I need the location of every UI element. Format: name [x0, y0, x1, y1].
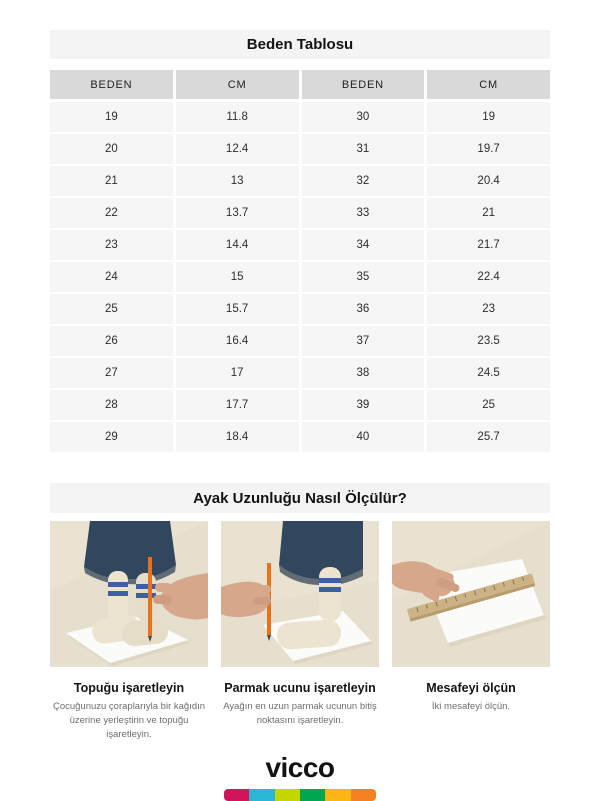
- measure-section-title-label: Ayak Uzunluğu Nasıl Ölçülür?: [193, 489, 407, 507]
- size-table-cell: 19.7: [427, 134, 550, 164]
- size-table-cell: 20: [50, 134, 173, 164]
- size-table-cell: 15: [176, 262, 299, 292]
- size-table-title: [50, 30, 550, 59]
- logo-bar-segment: [275, 789, 300, 801]
- size-table-cell: 19: [50, 102, 173, 132]
- size-table-cell: 26: [50, 326, 173, 356]
- size-table-title-label: Beden Tablosu: [246, 36, 354, 53]
- size-table-cell: 28: [50, 390, 173, 420]
- size-table-cell: 25.7: [427, 422, 550, 452]
- step-description: İki mesafeyi ölçün.: [431, 701, 511, 712]
- size-table-cell: 32: [302, 166, 425, 196]
- step-measure: [392, 521, 550, 741]
- logo-bar-segment: [351, 789, 376, 801]
- measure-section-title: [50, 483, 550, 513]
- size-table-cell: 21.7: [427, 230, 550, 260]
- size-table-cell: 16.4: [176, 326, 299, 356]
- size-table-cell: 17: [176, 358, 299, 388]
- measure-steps: [50, 521, 550, 741]
- size-table-cell: 21: [427, 198, 550, 228]
- size-table-column-header: CM: [176, 70, 299, 99]
- size-table-cell: 25: [50, 294, 173, 324]
- vicco-logo: vicco: [265, 752, 335, 783]
- measure-distance-photo: [392, 521, 550, 667]
- logo-bar-segment: [249, 789, 274, 801]
- size-table-cell: 23: [50, 230, 173, 260]
- size-table-cell: 22: [50, 198, 173, 228]
- size-table-cell: 39: [302, 390, 425, 420]
- size-table-cell: 25: [427, 390, 550, 420]
- size-table-cell: 22.4: [427, 262, 550, 292]
- size-table-cell: 23.5: [427, 326, 550, 356]
- size-table-cell: 19: [427, 102, 550, 132]
- size-table-cell: 21: [50, 166, 173, 196]
- mark-heel-photo: [50, 521, 208, 667]
- size-table-cell: 24: [50, 262, 173, 292]
- size-table-cell: 20.4: [427, 166, 550, 196]
- step-mark-heel: [50, 521, 208, 741]
- size-table-cell: 34: [302, 230, 425, 260]
- size-table-cell: 24.5: [427, 358, 550, 388]
- logo-bar-segment: [325, 789, 350, 801]
- size-table-cell: 13.7: [176, 198, 299, 228]
- size-table-cell: 12.4: [176, 134, 299, 164]
- vicco-color-bar: [224, 789, 376, 801]
- size-table-cell: 13: [176, 166, 299, 196]
- size-table-cell: 31: [302, 134, 425, 164]
- size-table-cell: 35: [302, 262, 425, 292]
- step-description: Ayağın en uzun parmak ucunun bitiş noktasını işaretleyin.: [223, 701, 377, 726]
- logo-bar-segment: [300, 789, 325, 801]
- step-title: Parmak ucunu işaretleyin: [224, 681, 376, 695]
- step-description: Çocuğunuzu çoraplarıyla bir kağıdın üzerine yerleştirin ve topuğu işaretleyin.: [52, 701, 206, 740]
- size-table-cell: 14.4: [176, 230, 299, 260]
- size-table-cell: 36: [302, 294, 425, 324]
- size-table-cell: 37: [302, 326, 425, 356]
- size-table-cell: 40: [302, 422, 425, 452]
- size-table-cell: 23: [427, 294, 550, 324]
- size-table-cell: 17.7: [176, 390, 299, 420]
- step-mark-toe: [221, 521, 379, 741]
- step-title: Topuğu işaretleyin: [73, 681, 185, 695]
- step-title: Mesafeyi ölçün: [426, 681, 516, 695]
- brand-footer: [0, 751, 600, 801]
- size-table-column-header: CM: [427, 70, 550, 99]
- size-table-cell: 11.8: [176, 102, 299, 132]
- mark-toe-photo: [221, 521, 379, 667]
- size-table-cell: 33: [302, 198, 425, 228]
- size-table-cell: 30: [302, 102, 425, 132]
- size-table: [50, 70, 550, 452]
- size-table-column-header: BEDEN: [50, 70, 173, 99]
- size-table-column-header: BEDEN: [302, 70, 425, 99]
- size-table-cell: 29: [50, 422, 173, 452]
- logo-bar-segment: [224, 789, 249, 801]
- size-table-cell: 18.4: [176, 422, 299, 452]
- size-table-cell: 38: [302, 358, 425, 388]
- size-table-cell: 27: [50, 358, 173, 388]
- size-table-cell: 15.7: [176, 294, 299, 324]
